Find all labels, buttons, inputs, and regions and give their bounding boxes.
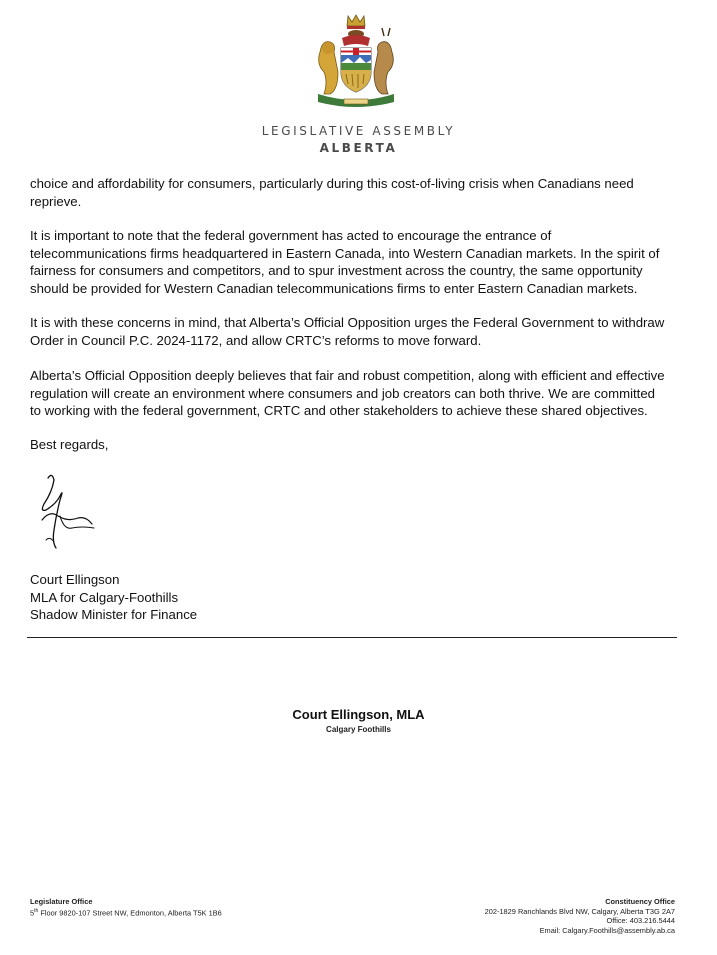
footer-divider bbox=[27, 637, 677, 638]
office-email-link[interactable]: Email: Calgary.Foothills@assembly.ab.ca bbox=[539, 925, 675, 935]
footer-mla-name: Court Ellingson, MLA bbox=[292, 707, 425, 722]
signature-block bbox=[30, 571, 690, 624]
text-line: regulation will create an environment where consumers and job creators can both thrive. We are committed bbox=[30, 385, 656, 401]
text-line: should be provided for Western Canadian telecommunications firms to enter Eastern Canadian markets. bbox=[30, 280, 638, 296]
text-line: telecommunications firms headquartered in Eastern Canada, into Western Canadian markets. In the spirit of bbox=[30, 245, 660, 261]
handwritten-signature bbox=[34, 470, 98, 556]
text-line: reprieve. bbox=[30, 193, 82, 209]
signatory-name: Court Ellingson bbox=[30, 572, 120, 587]
legislature-office-heading: Legislature Office bbox=[30, 897, 93, 906]
text-line: It is important to note that the federal government has acted to encourage the entrance of bbox=[30, 228, 552, 243]
legislature-address-line: Floor 9820-107 Street NW, Edmonton, Alberta T5K 1B6 bbox=[38, 908, 222, 918]
paragraph-2 bbox=[30, 227, 690, 297]
paragraph-4 bbox=[30, 367, 690, 420]
paragraph-1 bbox=[30, 175, 690, 210]
signatory-role: Shadow Minister for Finance bbox=[30, 607, 198, 622]
province-title: ALBERTA bbox=[319, 141, 398, 155]
office-phone: Office: 403.216.5444 bbox=[606, 916, 675, 926]
floor-number: 5 bbox=[30, 908, 35, 918]
constituency-address-line: 202-1829 Ranchlands Blvd NW, Calgary, Alberta T3G 2A7 bbox=[484, 906, 675, 916]
signatory-title: MLA for Calgary-Foothills bbox=[30, 589, 179, 605]
legislature-office-address bbox=[30, 897, 222, 918]
assembly-title: LEGISLATIVE ASSEMBLY bbox=[261, 124, 456, 138]
text-line: Alberta’s Official Opposition deeply believes that fair and robust competition, along with efficient and effective bbox=[30, 368, 665, 383]
constituency-office-heading: Constituency Office bbox=[605, 897, 675, 906]
footer-constituency: Calgary Foothills bbox=[326, 725, 391, 734]
text-line: It is with these concerns in mind, that Alberta’s Official Opposition urges the Federal Government to withdraw bbox=[30, 315, 665, 330]
paragraph-3 bbox=[30, 314, 690, 349]
floor-superscript: th bbox=[34, 907, 39, 914]
text-line: fairness for consumers and competitors, and to spur investment across the country, the same opportunity bbox=[30, 263, 643, 278]
constituency-office-address bbox=[485, 897, 675, 935]
text-line: choice and affordability for consumers, particularly during this cost-of-living crisis when Canadians need bbox=[30, 176, 634, 191]
alberta-coat-of-arms-icon bbox=[308, 12, 404, 112]
closing: Best regards, bbox=[30, 437, 109, 452]
text-line: Order in Council P.C. 2024-1172, and allow CRTC’s reforms to move forward. bbox=[30, 332, 482, 348]
text-line: to working with the federal government, CRTC and other stakeholders to achieve these shared objectives. bbox=[30, 403, 648, 418]
